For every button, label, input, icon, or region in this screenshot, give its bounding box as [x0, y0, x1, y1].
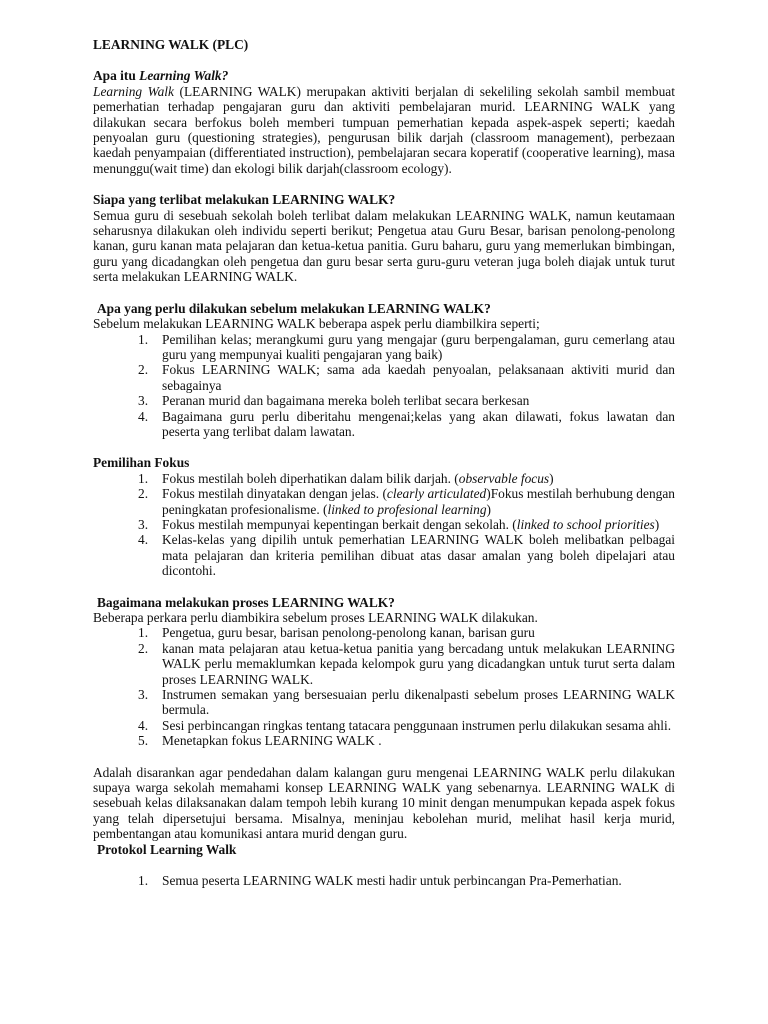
section-heading: Pemilihan Fokus	[93, 455, 190, 471]
section-heading	[93, 68, 675, 83]
list-number: 4.	[138, 717, 149, 733]
list-number: 1.	[138, 873, 149, 889]
section-how	[93, 595, 675, 749]
numbered-list	[93, 873, 675, 888]
list-number: 1.	[138, 331, 149, 347]
list-item	[93, 687, 675, 718]
list-number: 3.	[138, 516, 149, 532]
list-item	[93, 471, 675, 486]
list-item	[93, 641, 675, 687]
heading-italic-text: Learning Walk?	[139, 68, 229, 84]
list-item-text: )	[486, 501, 492, 517]
list-item-text: )	[654, 516, 660, 532]
list-item-text: Semua peserta LEARNING WALK mesti hadir untuk perbincangan Pra-Pemerhatian.	[162, 873, 622, 889]
list-item	[93, 532, 675, 578]
italic-term: linked to school priorities	[516, 516, 655, 532]
italic-term: clearly articulated	[386, 486, 487, 502]
list-item-text: Kelas-kelas yang dipilih untuk pemerhatian LEARNING WALK boleh melibatkan pelbagai mata pelajaran dan kriteria pemilihan dibuat atas dasar amalan yang boleh dipelajari atau dicontohi.	[162, 532, 675, 579]
section-intro: Beberapa perkara perlu diambikira sebelum proses LEARNING WALK dilakukan.	[93, 610, 538, 625]
list-item-text: Peranan murid dan bagaimana mereka boleh terlibat secara berkesan	[162, 393, 530, 409]
italic-term: observable focus	[458, 470, 550, 486]
list-item-text: Instrumen semakan yang bersesuaian perlu dikenalpasti sebelum proses LEARNING WALK bermula.	[162, 687, 675, 718]
list-number: 2.	[138, 486, 149, 502]
list-item	[93, 332, 675, 363]
list-item	[93, 362, 675, 393]
list-item-text: Fokus LEARNING WALK; sama ada kaedah penyoalan, pelaksanaan aktiviti murid dan sebagainya	[162, 362, 675, 393]
list-item-text: )	[549, 470, 554, 486]
list-item-text: Bagaimana guru perlu diberitahu mengenai;kelas yang akan dilawati, fokus lawatan dan peserta yang terlibat dalam lawatan.	[162, 408, 675, 439]
list-item-text: )Fokus mestilah berhubung dengan peningkatan profesionalisme. (	[162, 486, 675, 517]
list-item-text: Pengetua, guru besar, barisan penolong-penolong kanan, barisan guru	[162, 625, 535, 641]
list-number: 1.	[138, 625, 149, 641]
list-item-text: Fokus mestilah mempunyai kepentingan berkait dengan sekolah. (	[162, 516, 517, 532]
section-paragraph: Semua guru di sesebuah sekolah boleh terlibat dalam melakukan LEARNING WALK, namun keutamaan seharusnya dilakukan oleh individu seperti berikut; Pengetua atau Guru Besar, barisan penolong-penolong kanan, guru kanan mata pelajaran dan ketua-ketua panitia. Guru baharu, guru yang memerlukan bimbingan, guru yang dicadangkan oleh pengetua dan guru besar serta guru-guru veteran juga boleh diajak untuk turut serta melakukan LEARNING WALK.	[93, 207, 675, 285]
list-item	[93, 873, 675, 888]
list-number: 5.	[138, 733, 149, 749]
section-before	[93, 301, 675, 440]
list-item-text: Sesi perbincangan ringkas tentang tatacara penggunaan instrumen perlu dilakukan sesama ahli.	[162, 717, 672, 733]
section-intro: Sebelum melakukan LEARNING WALK beberapa aspek perlu diambilkira seperti;	[93, 316, 540, 332]
list-number: 4.	[138, 408, 149, 424]
section-focus-selection	[93, 455, 675, 578]
list-number: 3.	[138, 687, 149, 703]
section-paragraph: Adalah disarankan agar pendedahan dalam kalangan guru mengenai LEARNING WALK perlu dilakukan supaya warga sekolah memahami konsep LEARNING WALK yang sebenarnya. LEARNING WALK di sesebuah kelas dilaksanakan dalam tempoh lebih kurang 10 minit dengan menumpukan kepada aspek fokus yang telah dipersetujui bersama. Misalnya, meninjau kebolehan murid, melihat hasil kerja murid, pembentangan atau komunikasi antara murid dengan guru.	[93, 764, 675, 842]
paragraph-text: (LEARNING WALK) merupakan aktiviti berjalan di sekeliling sekolah sambil membuat pemerhatian terhadap pengajaran guru dan aktiviti pembelajaran murid. LEARNING WALK yang dilakukan secara berfokus boleh memberi tumpuan pemerhatian kepada aspek-aspek seperti; kaedah penyoalan guru (questioning strategies), pengurusan bilik darjah (classroom management), perbezaan kaedah penyampaian (differentiated instruction), pembelajaran secara koperatif (cooperative learning), masa menunggu(wait time) dan ekologi bilik darjah(classroom ecology).	[93, 83, 675, 176]
list-item	[93, 486, 675, 517]
section-protocol	[93, 765, 675, 889]
list-item	[93, 625, 675, 640]
section-paragraph	[93, 84, 675, 176]
numbered-list	[93, 625, 675, 748]
list-number: 2.	[138, 640, 149, 656]
list-number: 2.	[138, 362, 149, 378]
list-number: 4.	[138, 532, 149, 548]
document-title: LEARNING WALK (PLC)	[93, 37, 249, 52]
list-number: 3.	[138, 393, 149, 409]
section-heading: Bagaimana melakukan proses LEARNING WALK?	[97, 594, 395, 610]
numbered-list	[93, 471, 675, 579]
list-item-text: Menetapkan fokus LEARNING WALK .	[162, 733, 382, 749]
list-item-text: kanan mata pelajaran atau ketua-ketua panitia yang bercadang untuk melakukan LEARNING WALK perlu memaklumkan kepada kelompok guru yang dicadangkan untuk turut serta dalam proses LEARNING WALK.	[162, 640, 675, 687]
section-heading: Protokol Learning Walk	[97, 841, 237, 857]
list-item	[93, 718, 675, 733]
list-item-text: Fokus mestilah boleh diperhatikan dalam bilik darjah. (	[162, 470, 459, 486]
list-item	[93, 409, 675, 440]
list-item	[93, 517, 675, 532]
list-item	[93, 733, 675, 748]
list-item-text: Pemilihan kelas; merangkumi guru yang mengajar (guru berpengalaman, guru cemerlang atau guru yang mempunyai kualiti pengajaran yang baik)	[162, 331, 675, 362]
numbered-list	[93, 332, 675, 440]
list-item	[93, 393, 675, 408]
section-heading: Siapa yang terlibat melakukan LEARNING WALK?	[93, 192, 396, 208]
italic-term: linked to profesional learning	[327, 501, 487, 517]
list-number: 1.	[138, 470, 149, 486]
italic-term: Learning Walk	[93, 83, 174, 99]
list-item-text: Fokus mestilah dinyatakan dengan jelas. (	[162, 486, 387, 502]
heading-text: Apa itu	[93, 68, 140, 84]
document-page	[93, 37, 675, 889]
section-heading: Apa yang perlu dilakukan sebelum melakukan LEARNING WALK?	[97, 300, 491, 316]
section-what-is	[93, 68, 675, 176]
section-who	[93, 192, 675, 284]
